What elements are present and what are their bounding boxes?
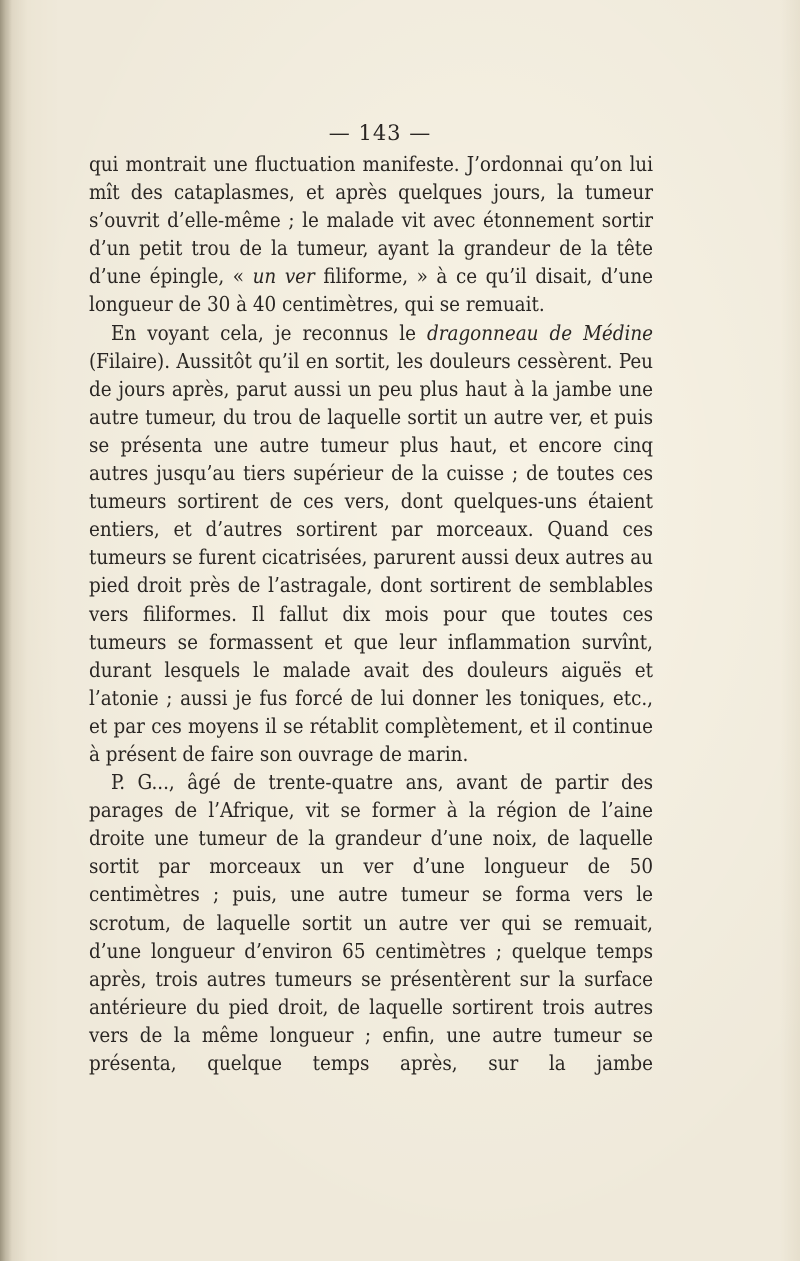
page-number: — 143 —	[328, 121, 432, 145]
paragraph-2-part-2: (Filaire). Aussitôt qu’il en sortit, les douleurs cessèrent. Peu de jours après, parut aussi un peu plus haut à la jambe une autre tumeur, du trou de laquelle sortit un autre ver, et puis se présenta une autre tumeur plus haut, et encore cinq autres jusqu’au tiers supérieur de la cuisse ; de toutes ces tumeurs sortirent de ces vers, dont quelques-uns étaient entiers, et d’autres sortirent par morceaux. Quand ces tumeurs se furent cicatrisées, parurent aussi deux autres au pied droit près de l’astragale, dont sortirent de semblables vers filiformes. Il fallut dix mois pour que toutes ces tumeurs se formassent et que leur inflammation survînt, durant lesquels le malade avait des douleurs aiguës et l’atonie ; aussi je fus forcé de lui donner les toniques, etc., et par ces moyens il se rétablit complètement, et il continue à présent de faire son ouvrage de marin.	[89, 348, 653, 766]
paragraph-1-part-1: qui montrait une fluctuation manifeste. J’ordonnai qu’on lui mît des cataplasmes, et après quelques jours, la tumeur s’ouvrit d’elle-même ; le malade vit avec étonnement sortir d’un petit trou de la tumeur, ayant la grandeur de la tête d’une épingle, «	[89, 152, 653, 289]
paragraph	[89, 768, 653, 1077]
body-text	[89, 150, 653, 1077]
paragraph-3-text: P. G..., âgé de trente-quatre ans, avant de partir des parages de l’Afrique, vit se former à la région de l’aine droite une tumeur de la grandeur d’une noix, de laquelle sortit par morceaux un ver d’une longueur de 50 centimètres ; puis, une autre tumeur se forma vers le scrotum, de laquelle sortit un autre ver qui se remuait, d’une longueur d’environ 65 centimètres ; quelque temps après, trois autres tumeurs se présentèrent sur la surface antérieure du pied droit, de laquelle sortirent trois autres vers de la même longueur ; enfin, une autre tumeur se présenta, quelque temps après, sur la jambe	[89, 770, 653, 1075]
page-number-value: 143	[358, 121, 402, 145]
paragraph-2-part-1: En voyant cela, je reconnus le	[111, 320, 427, 345]
paragraph	[89, 319, 653, 769]
page-binding-edge	[0, 0, 12, 1261]
print-specks	[150, 1242, 750, 1250]
paragraph	[89, 150, 653, 319]
paragraph-1-part-2: filiforme, » à ce qu’il disait, d’une longueur de 30 à 40 centimètres, qui se remuait.	[89, 264, 653, 317]
paragraph-1-italic: un ver	[252, 264, 315, 289]
paragraph-2-italic: dragonneau de Médine	[427, 320, 653, 345]
